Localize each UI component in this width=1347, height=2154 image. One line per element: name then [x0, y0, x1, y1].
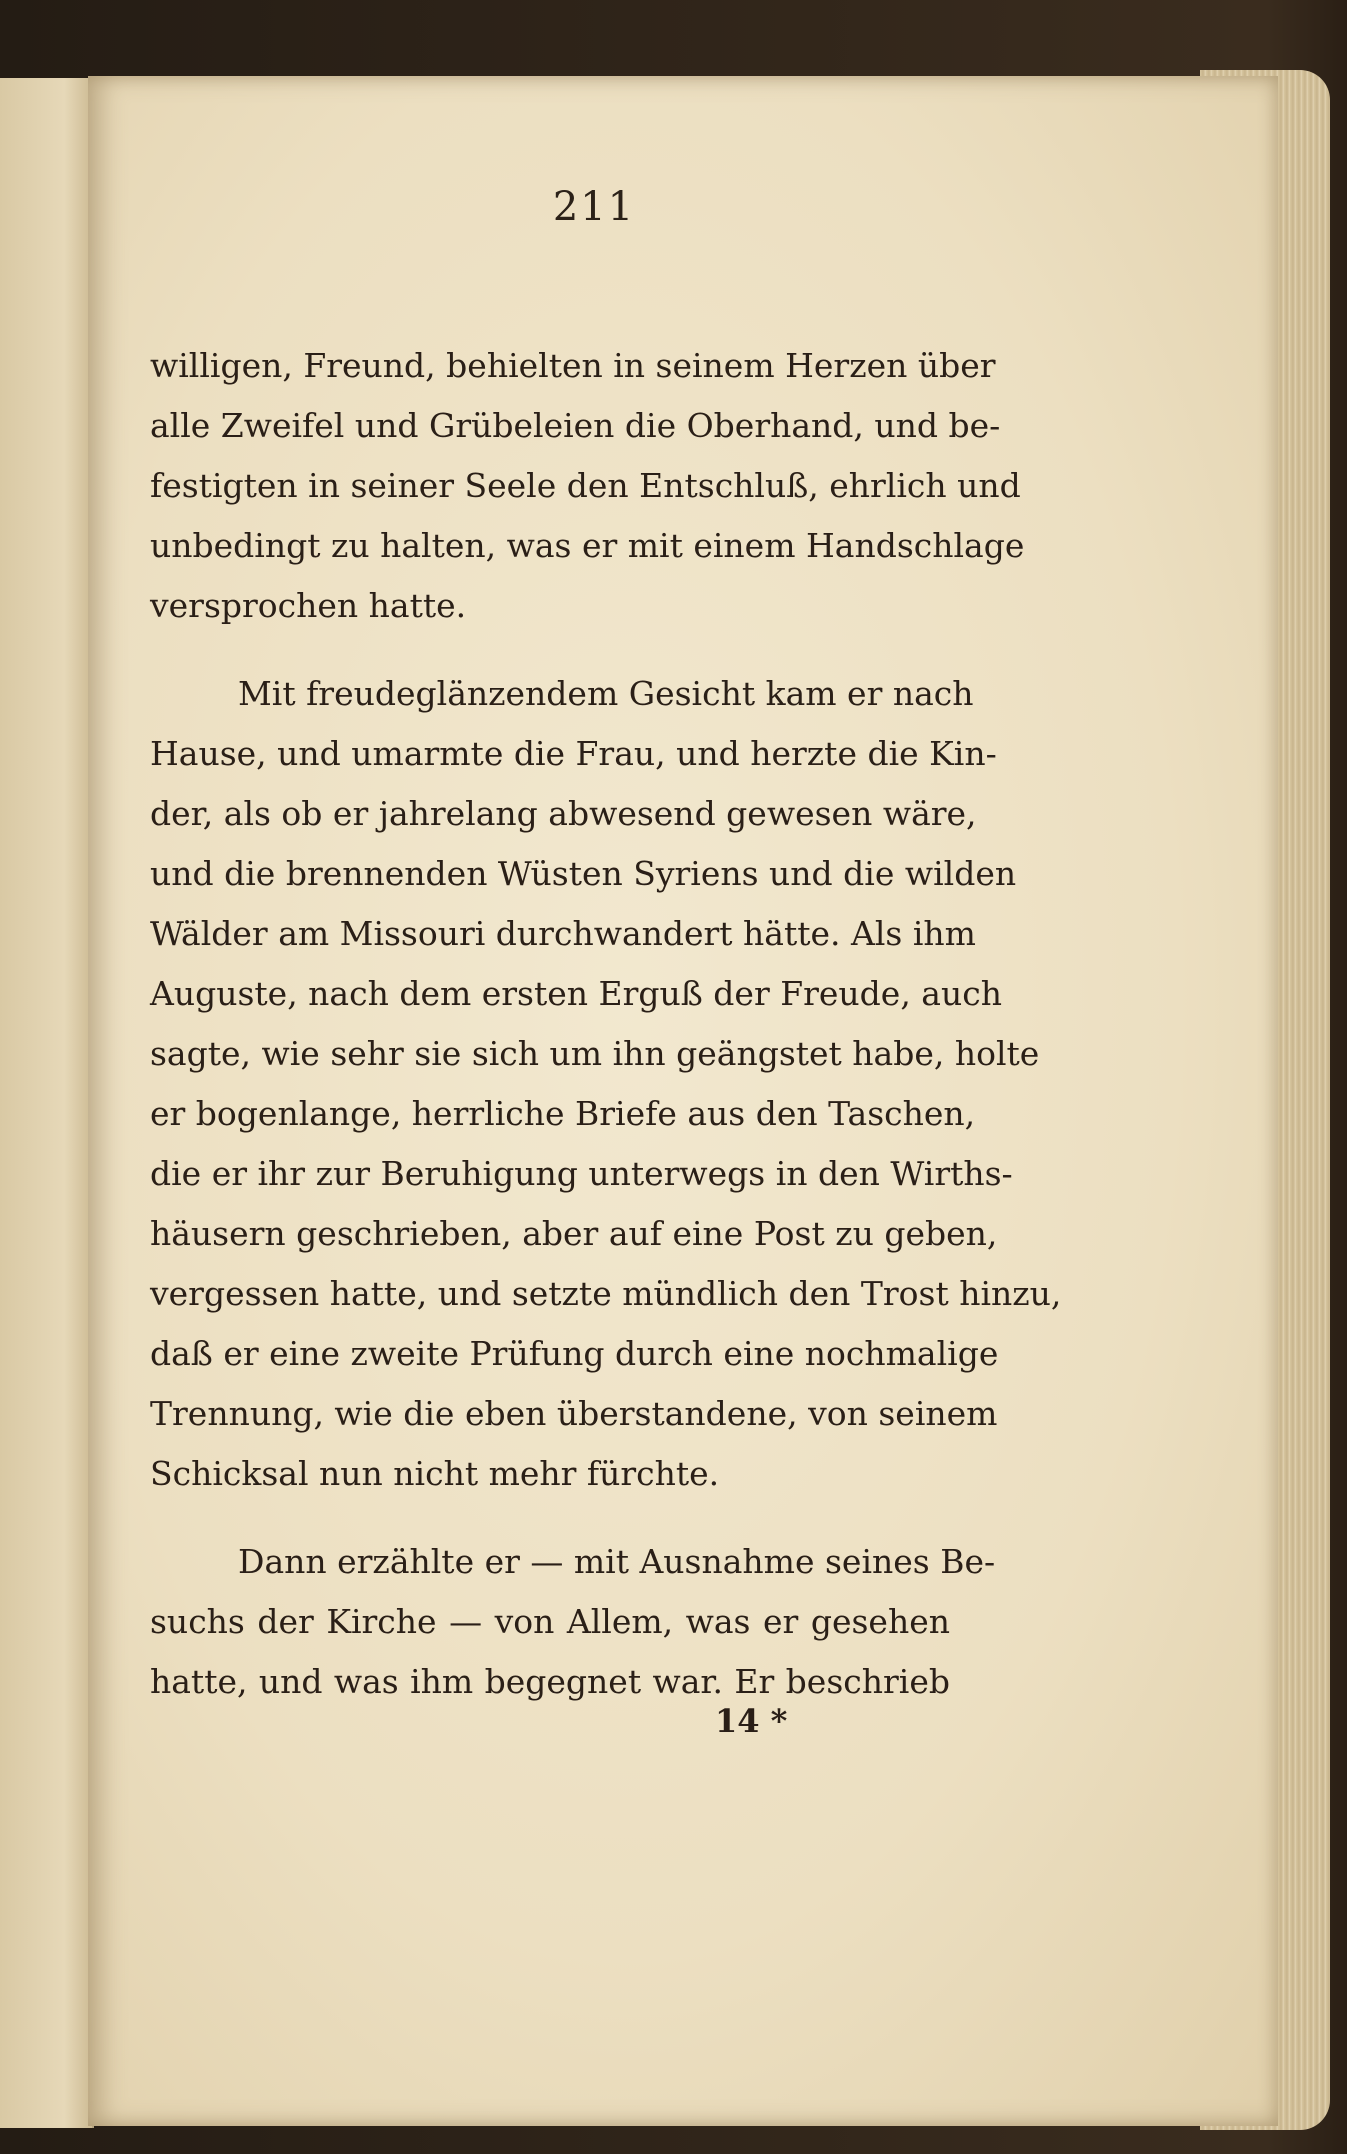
left-page-edge — [0, 78, 94, 2128]
paragraph-gap — [150, 1504, 950, 1532]
text-line: versprochen hatte. — [150, 586, 467, 625]
text-line: sagte, wie sehr sie sich um ihn geängstet habe, holte — [150, 1034, 1040, 1073]
paragraph-2 — [150, 664, 1062, 1504]
text-line: und die brennenden Wüsten Syriens und die wilden — [150, 854, 1017, 893]
page-number: 211 — [552, 184, 636, 230]
text-line: die er ihr zur Beruhigung unterwegs in den Wirths- — [150, 1154, 1013, 1193]
text-line: Mit freudeglänzendem Gesicht kam er nach — [238, 674, 974, 713]
text-line: Hause, und umarmte die Frau, und herzte die Kin- — [150, 734, 997, 773]
page-text — [150, 336, 1062, 1712]
text-line: daß er eine zweite Prüfung durch eine nochmalige — [150, 1334, 999, 1373]
text-line: er bogenlange, herrliche Briefe aus den Taschen, — [150, 1094, 976, 1133]
text-line: Trennung, wie die eben überstandene, von seinem — [150, 1394, 998, 1433]
paragraph-1 — [150, 336, 1025, 636]
paragraph-gap — [150, 636, 950, 664]
text-line: Wälder am Missouri durchwandert hätte. Als ihm — [150, 914, 976, 953]
text-line: suchs der Kirche — von Allem, was er gesehen — [150, 1602, 950, 1641]
text-line: hatte, und was ihm begegnet war. Er beschrieb — [150, 1662, 950, 1701]
text-line: willigen, Freund, behielten in seinem Herzen über — [150, 346, 996, 385]
text-line: alle Zweifel und Grübeleien die Oberhand, und be- — [150, 406, 1001, 445]
text-line: häusern geschrieben, aber auf eine Post zu geben, — [150, 1214, 998, 1253]
signature-mark: 14 * — [715, 1702, 788, 1740]
text-line: der, als ob er jahrelang abwesend gewesen wäre, — [150, 794, 977, 833]
text-line: Dann erzählte er — mit Ausnahme seines Be- — [238, 1542, 996, 1581]
text-line: Auguste, nach dem ersten Erguß der Freude, auch — [150, 974, 1002, 1013]
text-line: unbedingt zu halten, was er mit einem Handschlage — [150, 526, 1025, 565]
text-line: Schicksal nun nicht mehr fürchte. — [150, 1454, 720, 1493]
text-line: vergessen hatte, und setzte mündlich den Trost hinzu, — [150, 1274, 1062, 1313]
text-line: festigten in seiner Seele den Entschluß, ehrlich und — [150, 466, 1021, 505]
paragraph-3 — [150, 1532, 996, 1712]
